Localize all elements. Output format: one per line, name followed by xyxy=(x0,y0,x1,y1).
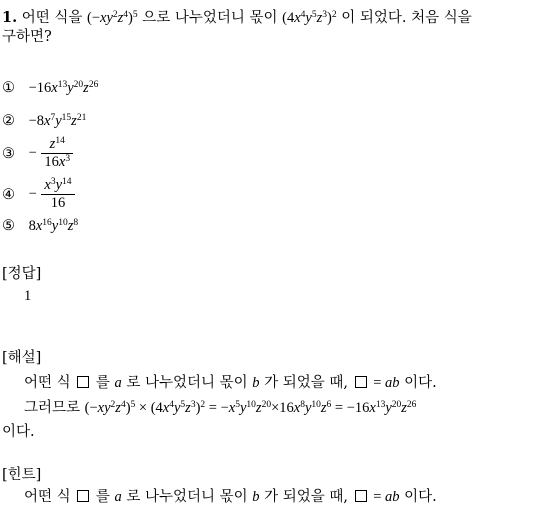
choice-marker: ⑤ xyxy=(2,218,15,234)
hint-heading: [힌트] xyxy=(2,467,42,483)
choice-5[interactable] xyxy=(2,218,78,235)
blank-box-icon xyxy=(77,376,89,388)
hint-line: 어떤 식 를 a 로 나누었더니 몫이 b 가 되었을 때, = ab 이다. xyxy=(24,489,437,505)
quotient-expression: $(4x^4y^5z^3)^2$ xyxy=(282,10,337,26)
blank-box-icon xyxy=(355,490,367,502)
question-text-start: 어떤 식을 xyxy=(21,10,83,26)
question-line-2: 구하면? xyxy=(2,29,52,45)
answer-heading: [정답] xyxy=(2,266,42,282)
choice-4[interactable]: ④ − $\frac{x^3y^{14}}{16}$ xyxy=(2,177,75,212)
choice-marker: ③ xyxy=(2,145,15,162)
blank-box-icon xyxy=(77,490,89,502)
choice-3[interactable]: ③ − $\frac{z^{14}}{16x^3}$ xyxy=(2,136,73,171)
choice-marker: ① xyxy=(2,80,15,96)
question-line-1 xyxy=(2,6,472,27)
explanation-equation: $(-xy^2z^4)^5 \times (4x^4y^5z^3)^2 = -x^5y^{10}z^{20}\times 16x^8y^{10}z^6 = -16x^{13}y^{20}z^{26}$ xyxy=(84,400,417,416)
choice-expression: $8x^{16}y^{10}z^8$ xyxy=(28,218,79,234)
choice-expression: $-16x^{13}y^{20}z^{26}$ xyxy=(28,80,99,96)
choice-marker: ② xyxy=(2,113,15,129)
choice-marker: ④ xyxy=(2,186,15,203)
explanation-line-1: 어떤 식 를 a 로 나누었더니 몫이 b 가 되었을 때, = ab 이다. xyxy=(24,375,437,391)
choice-2[interactable] xyxy=(2,113,86,130)
explanation-heading: [해설] xyxy=(2,350,42,366)
question-text-end: 이 되었다. 처음 식을 xyxy=(341,10,472,26)
explanation-line-3: 이다. xyxy=(2,424,35,440)
question-number: 1. xyxy=(2,9,18,26)
blank-box-icon xyxy=(355,376,367,388)
explanation-line-2: 그러므로 $(-xy^2z^4)^5 \times (4x^4y^5z^3)^2 = -x^5y^{10}z^{20}\times 16x^8y^{10}z^6 = -16x^{13}y^{20}z^{26}$ xyxy=(24,400,417,416)
choice-expression: $\frac{x^3y^{14}}{16}$ xyxy=(41,177,74,212)
question-text-mid: 으로 나누었더니 몫이 xyxy=(142,10,278,26)
choice-expression: $-8x^7y^{15}z^{21}$ xyxy=(28,113,87,129)
answer-value: 1 xyxy=(24,288,32,304)
divisor-expression: $(-xy^2z^4)^5$ xyxy=(87,10,138,26)
choice-1[interactable] xyxy=(2,80,98,97)
choice-expression: $\frac{z^{14}}{16x^3}$ xyxy=(41,136,73,171)
